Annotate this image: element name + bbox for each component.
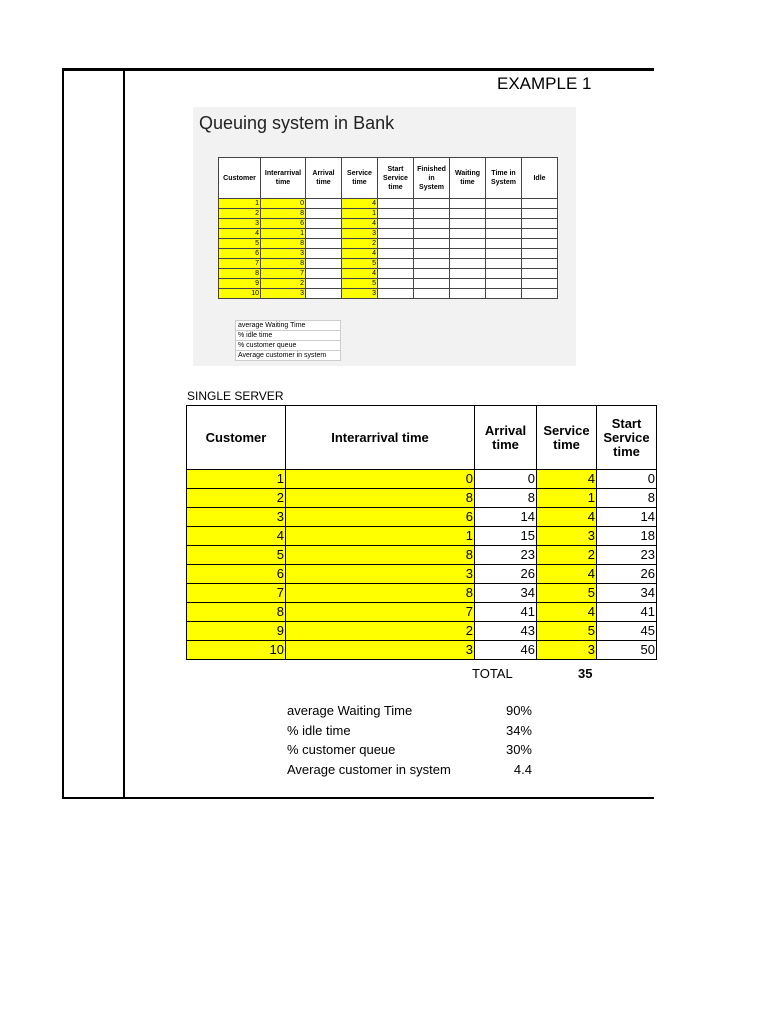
embedded-cell [306,289,342,299]
table-row [187,603,657,622]
cell-customer[interactable]: 4 [187,527,286,546]
embedded-cell [486,279,522,289]
embedded-cell: 2 [342,239,378,249]
embedded-header: Interarrival time [261,158,306,199]
table-row [187,470,657,489]
embedded-cell [522,229,558,239]
embedded-cell: 1 [342,209,378,219]
table-row [187,565,657,584]
table-row [187,527,657,546]
embedded-cell [486,269,522,279]
embedded-cell [450,289,486,299]
embedded-cell [306,239,342,249]
embedded-cell [306,279,342,289]
embedded-cell [486,219,522,229]
embedded-cell: 0 [261,199,306,209]
cell-service[interactable]: 4 [537,565,597,584]
embedded-cell [450,279,486,289]
cell-interarrival[interactable]: 7 [286,603,475,622]
cell-customer[interactable]: 10 [187,641,286,660]
cell-arrival[interactable]: 26 [475,565,537,584]
embedded-cell: 4 [342,219,378,229]
embedded-cell [414,259,450,269]
stat-row [287,742,532,762]
stat-row [287,723,532,743]
cell-start[interactable]: 50 [597,641,657,660]
embedded-cell: 9 [219,279,261,289]
embedded-header: Start Service time [378,158,414,199]
stat-value: 30% [505,742,532,757]
embedded-cell [414,279,450,289]
embedded-cell: 5 [219,239,261,249]
embedded-cell [450,209,486,219]
column-header: Customer [187,406,286,470]
embedded-cell: 2 [219,209,261,219]
embedded-row [219,199,558,209]
cell-arrival[interactable]: 0 [475,470,537,489]
cell-customer[interactable]: 8 [187,603,286,622]
embedded-cell [378,289,414,299]
embedded-cell [486,259,522,269]
embedded-cell: 7 [219,259,261,269]
cell-customer[interactable]: 1 [187,470,286,489]
cell-customer[interactable]: 9 [187,622,286,641]
cell-customer[interactable]: 7 [187,584,286,603]
embedded-row [219,219,558,229]
frame-inner-border [123,68,125,799]
embedded-row [219,249,558,259]
embedded-cell [414,199,450,209]
embedded-cell [306,199,342,209]
embedded-cell [414,209,450,219]
embedded-cell [378,219,414,229]
embedded-cell: 1 [261,229,306,239]
embedded-header: Time in System [486,158,522,199]
embedded-header: Finished in System [414,158,450,199]
frame-left-border [62,68,64,799]
embedded-cell [522,269,558,279]
stat-value: 4.4 [513,761,532,777]
embedded-cell [306,269,342,279]
embedded-cell [450,259,486,269]
embedded-cell: 3 [261,249,306,259]
cell-service[interactable]: 3 [537,641,597,660]
embedded-cell [378,269,414,279]
embedded-cell: 5 [342,259,378,269]
cell-service[interactable]: 5 [537,622,597,641]
embedded-cell [378,279,414,289]
embedded-cell [486,199,522,209]
embedded-cell [414,249,450,259]
cell-service[interactable]: 4 [537,508,597,527]
cell-arrival[interactable]: 8 [475,489,537,508]
embedded-cell: 4 [342,199,378,209]
cell-arrival[interactable]: 15 [475,527,537,546]
cell-interarrival[interactable]: 3 [286,641,475,660]
embedded-cell [450,219,486,229]
embedded-cell [522,259,558,269]
embedded-cell [414,229,450,239]
table-header-row [187,406,657,470]
cell-arrival[interactable]: 14 [475,508,537,527]
cell-service[interactable]: 3 [537,527,597,546]
cell-service[interactable]: 4 [537,470,597,489]
embedded-cell: 2 [261,279,306,289]
embedded-title: Queuing system in Bank [199,113,395,133]
stats-block [287,703,532,781]
embedded-cell: 1 [219,199,261,209]
embedded-cell: 3 [342,229,378,239]
embedded-cell [522,219,558,229]
cell-arrival[interactable]: 41 [475,603,537,622]
embedded-cell [306,249,342,259]
cell-start[interactable]: 18 [597,527,657,546]
stat-label: % idle time [287,722,351,738]
embedded-cell [378,249,414,259]
embedded-row [219,239,558,249]
embedded-cell [414,219,450,229]
cell-interarrival[interactable]: 8 [286,584,475,603]
embedded-cell [486,289,522,299]
embedded-cell [414,289,450,299]
cell-start[interactable]: 41 [597,603,657,622]
embedded-summary-item: average Waiting Time [236,321,341,331]
column-header: Service time [537,406,597,470]
embedded-cell [522,199,558,209]
embedded-header: Waiting time [450,158,486,199]
embedded-cell [450,199,486,209]
cell-start[interactable]: 14 [597,508,657,527]
cell-start[interactable]: 26 [597,565,657,584]
embedded-cell [378,199,414,209]
cell-service[interactable]: 4 [537,603,597,622]
embedded-row [219,269,558,279]
embedded-cell [486,229,522,239]
embedded-row [219,279,558,289]
embedded-cell [522,279,558,289]
embedded-cell: 8 [261,259,306,269]
cell-interarrival[interactable]: 0 [286,470,475,489]
table-row [187,641,657,660]
embedded-summary-item: % customer queue [236,341,341,351]
stat-value: 34% [505,722,532,738]
embedded-cell [306,259,342,269]
embedded-cell: 4 [342,249,378,259]
cell-start[interactable]: 23 [597,546,657,565]
queue-table [186,405,657,660]
column-header: Arrival time [475,406,537,470]
cell-customer[interactable]: 5 [187,546,286,565]
embedded-cell: 10 [219,289,261,299]
cell-interarrival[interactable]: 8 [286,489,475,508]
table-row [187,584,657,603]
embedded-cell [378,209,414,219]
table-row [187,508,657,527]
stat-label: Average customer in system [287,761,451,777]
embedded-header-row [219,158,558,199]
frame-top-border [62,68,654,71]
stat-row [287,703,532,723]
embedded-cell: 4 [342,269,378,279]
embedded-cell [450,239,486,249]
embedded-cell [522,249,558,259]
embedded-row [219,289,558,299]
embedded-header: Arrival time [306,158,342,199]
embedded-cell: 6 [219,249,261,259]
section-label: SINGLE SERVER [187,389,284,403]
embedded-table [218,157,558,299]
table-row [187,622,657,641]
cell-arrival[interactable]: 34 [475,584,537,603]
total-label: TOTAL [472,666,513,681]
cell-customer[interactable]: 6 [187,565,286,584]
embedded-cell [450,269,486,279]
column-header: Interarrival time [286,406,475,470]
embedded-cell [378,229,414,239]
embedded-screenshot [193,107,576,366]
embedded-cell: 5 [342,279,378,289]
embedded-header: Service time [342,158,378,199]
embedded-cell [486,239,522,249]
embedded-cell: 3 [342,289,378,299]
embedded-row [219,209,558,219]
embedded-cell [414,239,450,249]
cell-start[interactable]: 0 [597,470,657,489]
cell-interarrival[interactable]: 6 [286,508,475,527]
embedded-cell [450,229,486,239]
table-row [187,546,657,565]
embedded-cell [522,239,558,249]
column-header: Start Service time [597,406,657,470]
embedded-cell [378,239,414,249]
embedded-summary-item: Average customer in system [236,351,341,361]
embedded-cell [414,269,450,279]
embedded-header: Idle [522,158,558,199]
embedded-cell: 3 [219,219,261,229]
stat-label: % customer queue [287,742,396,757]
embedded-cell [522,209,558,219]
embedded-cell [522,289,558,299]
cell-interarrival[interactable]: 2 [286,622,475,641]
cell-interarrival[interactable]: 1 [286,527,475,546]
cell-customer[interactable]: 3 [187,508,286,527]
embedded-row [219,229,558,239]
table-row [187,489,657,508]
cell-arrival[interactable]: 23 [475,546,537,565]
embedded-summary-item: % idle time [236,331,341,341]
example-title: EXAMPLE 1 [497,74,592,93]
embedded-cell [450,249,486,259]
cell-interarrival[interactable]: 8 [286,546,475,565]
embedded-cell: 3 [261,289,306,299]
frame-bottom-border [62,797,654,799]
total-value: 35 [578,666,593,681]
cell-start[interactable]: 8 [597,489,657,508]
embedded-header: Customer [219,158,261,199]
embedded-cell: 8 [261,209,306,219]
embedded-cell: 8 [261,239,306,249]
embedded-cell [306,219,342,229]
cell-customer[interactable]: 2 [187,489,286,508]
stat-value: 90% [505,703,532,718]
embedded-summary [235,320,341,361]
cell-service[interactable]: 1 [537,489,597,508]
stat-row [287,762,532,782]
cell-start[interactable]: 45 [597,622,657,641]
embedded-cell: 4 [219,229,261,239]
stat-label: average Waiting Time [287,703,413,718]
embedded-cell [378,259,414,269]
embedded-cell [486,249,522,259]
cell-interarrival[interactable]: 3 [286,565,475,584]
embedded-cell: 8 [219,269,261,279]
cell-service[interactable]: 2 [537,546,597,565]
embedded-cell [306,229,342,239]
cell-service[interactable]: 5 [537,584,597,603]
cell-arrival[interactable]: 43 [475,622,537,641]
embedded-cell [486,209,522,219]
embedded-row [219,259,558,269]
cell-start[interactable]: 34 [597,584,657,603]
embedded-cell: 6 [261,219,306,229]
embedded-cell: 7 [261,269,306,279]
cell-arrival[interactable]: 46 [475,641,537,660]
embedded-cell [306,209,342,219]
